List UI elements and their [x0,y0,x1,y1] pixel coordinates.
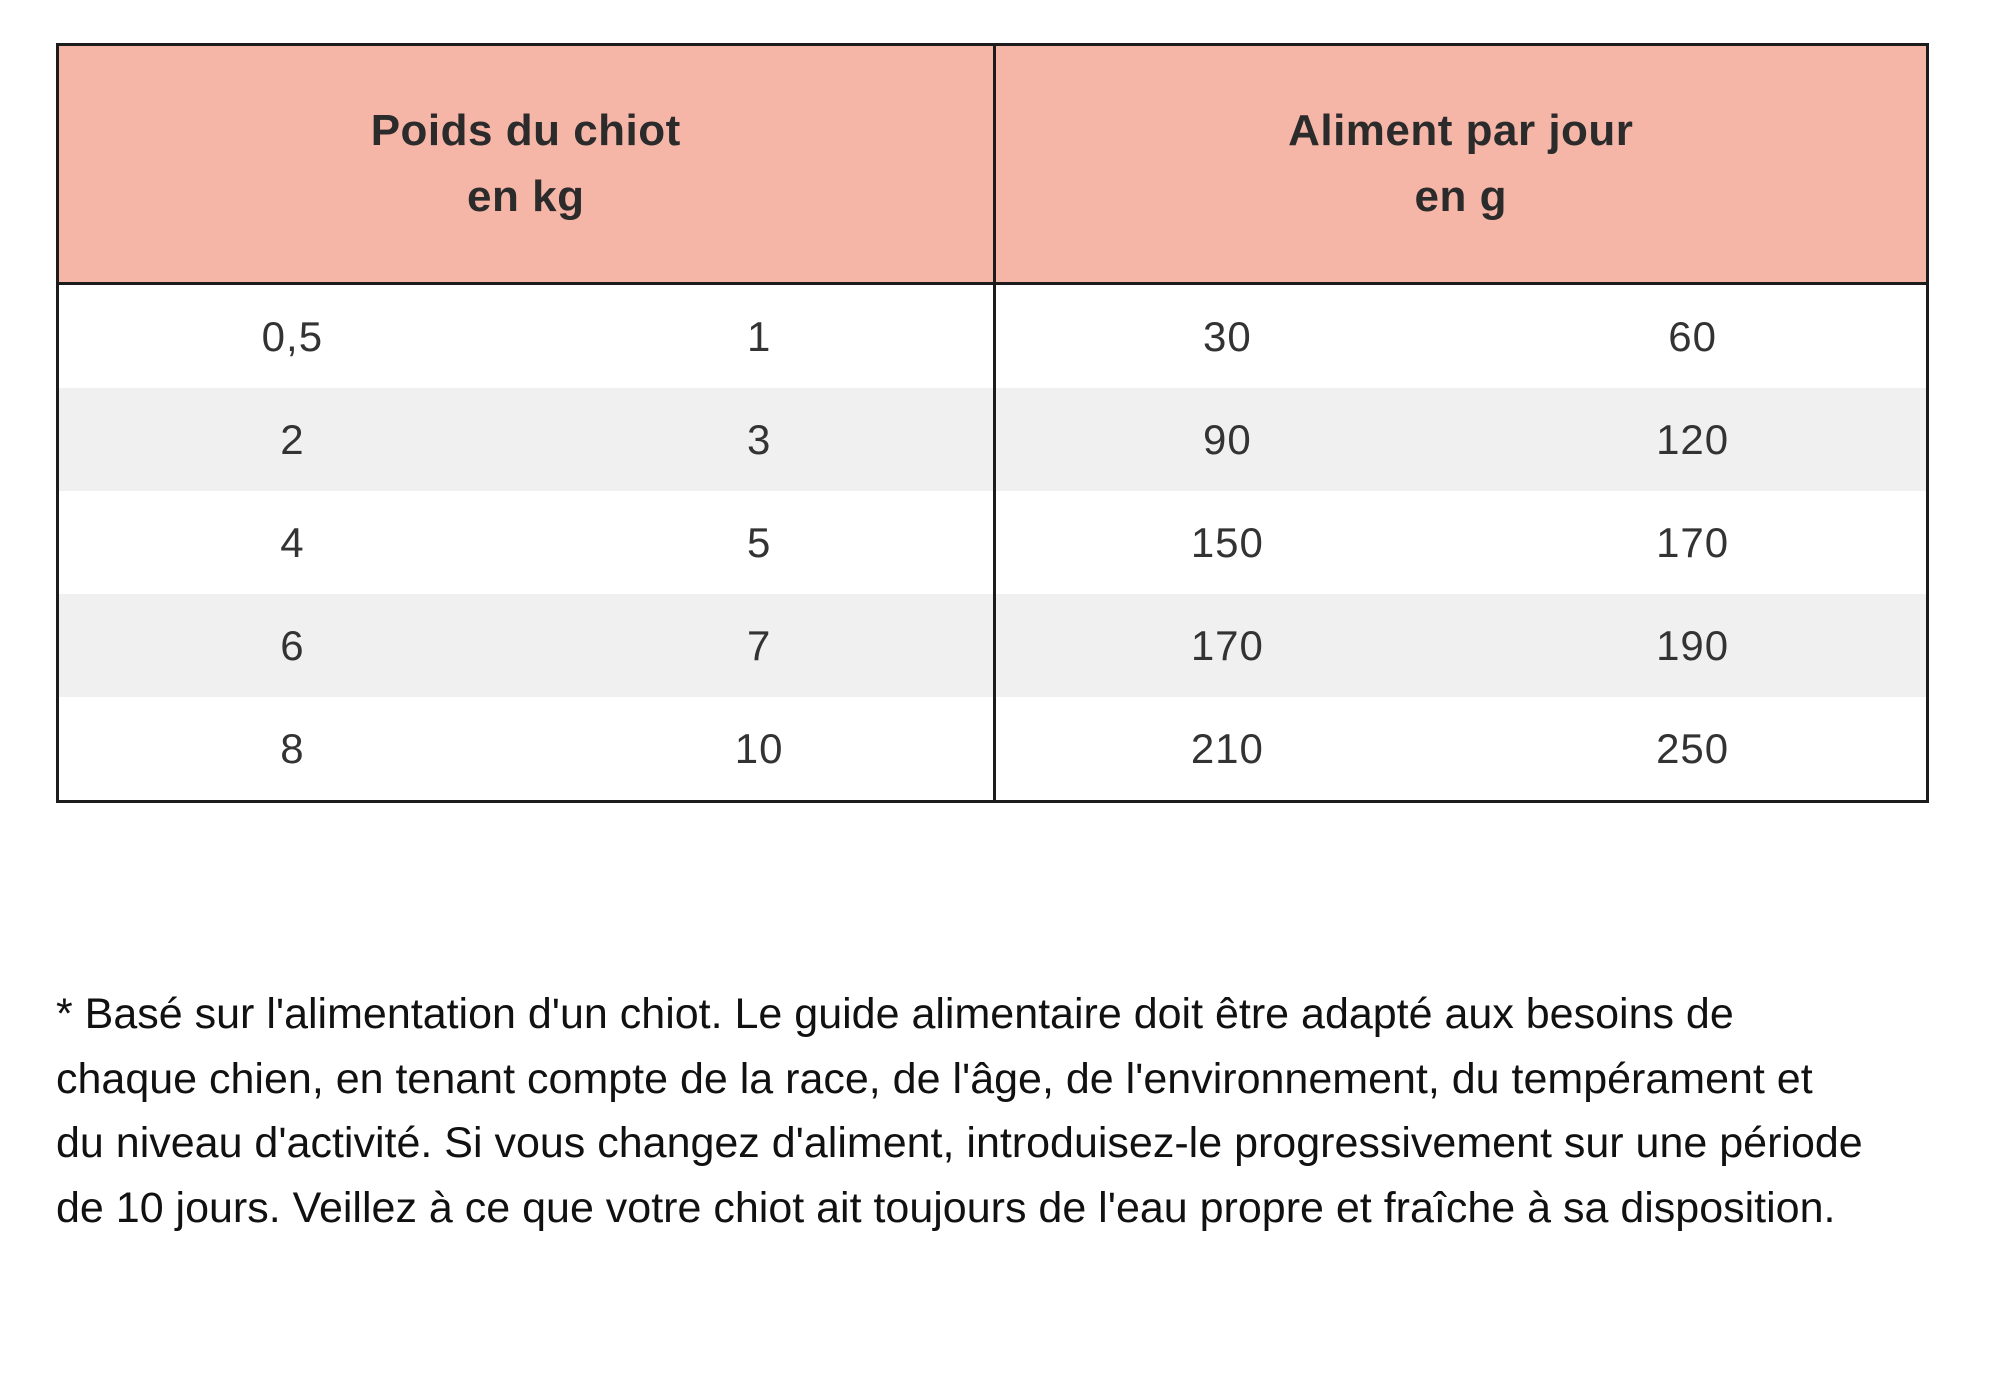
table-cell-food-min: 30 [993,285,1460,388]
table-cell-food-min: 150 [993,491,1460,594]
table-cell-weight-min: 4 [280,518,305,566]
table-cell-weight-max: 7 [746,621,772,669]
table-row [59,491,1926,594]
header-food-per-day [993,46,1927,282]
table-cell-weight-max: 3 [746,415,772,463]
table-row [59,697,1926,800]
header-puppy-weight-line2: en kg [467,172,585,221]
table-cell-weight-min: 8 [280,724,305,772]
table-cell-weight-max: 10 [734,724,784,772]
table-cell-food-max: 120 [1656,415,1730,463]
table-cell-food-max: 60 [1668,312,1717,360]
header-puppy-weight-line1: Poids du chiot [370,106,681,155]
table-cell-weight-max: 5 [746,518,772,566]
table-cell-weight-max: 1 [746,312,772,360]
table-cell-food-max: 170 [1656,518,1730,566]
table-header-row [59,46,1926,285]
table-cell-weight-min: 2 [280,415,305,463]
table-row [59,594,1926,697]
feeding-guide-footnote: * Basé sur l'alimentation d'un chiot. Le guide alimentaire doit être adapté aux besoins de chaque chien, en tenant compte de la race, de l'âge, de l'environnement, du tempérament et du niveau d'activité. Si vous changez d'aliment, introduisez-le progressivement sur une période de 10 jours. Veillez à ce que votre chiot ait toujours de l'eau propre et fraîche à sa disposition. [56,990,1863,1232]
header-food-per-day-line2: en g [1414,172,1507,221]
table-cell-weight-min: 6 [280,621,305,669]
table-cell-food-max: 250 [1656,724,1730,772]
table-cell-weight-min: 0,5 [261,312,324,360]
table-cell-food-min: 170 [993,594,1460,697]
table-row [59,285,1926,388]
feeding-guide-table [56,43,1929,803]
header-puppy-weight [59,46,993,282]
table-row [59,388,1926,491]
table-cell-food-min: 210 [993,697,1460,800]
header-food-per-day-line1: Aliment par jour [1288,106,1634,155]
table-cell-food-min: 90 [993,388,1460,491]
table-cell-food-max: 190 [1656,621,1730,669]
